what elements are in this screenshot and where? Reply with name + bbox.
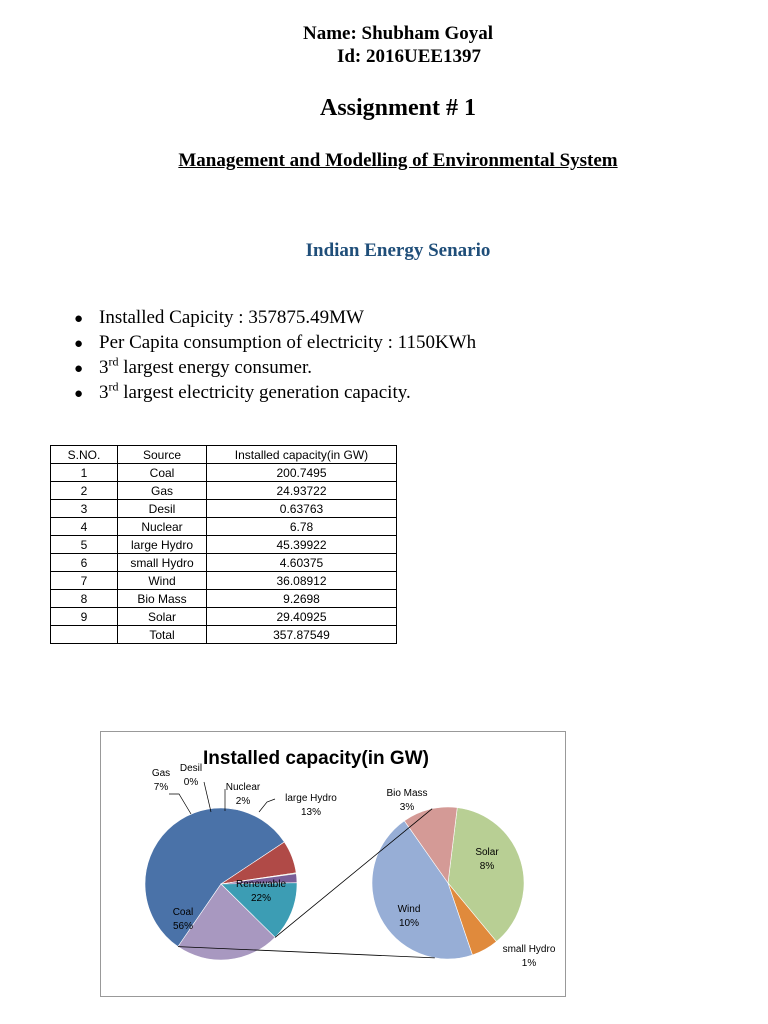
cell-capacity: 9.2698 xyxy=(207,590,397,608)
list-item xyxy=(74,331,634,356)
cell-source: small Hydro xyxy=(118,554,207,572)
header-capacity: Installed capacity(in GW) xyxy=(207,446,397,464)
cell-source: Total xyxy=(118,626,207,644)
cell-sno: 8 xyxy=(51,590,118,608)
slice-label-coal: Coal 56% xyxy=(172,907,194,932)
header-source: Source xyxy=(118,446,207,464)
table-row xyxy=(51,482,397,500)
table-row xyxy=(51,500,397,518)
cell-sno: 3 xyxy=(51,500,118,518)
table-row xyxy=(51,608,397,626)
cell-capacity: 4.60375 xyxy=(207,554,397,572)
table-row xyxy=(51,590,397,608)
bullet-list xyxy=(74,306,634,406)
leader-line-desil xyxy=(204,782,211,812)
table-body xyxy=(51,464,397,644)
bullet-text: largest energy consumer. xyxy=(118,357,312,378)
cell-capacity: 6.78 xyxy=(207,518,397,536)
list-item xyxy=(74,356,634,381)
slice-label-large-hydro: large Hydro 13% xyxy=(285,793,337,818)
cell-capacity: 36.08912 xyxy=(207,572,397,590)
list-item xyxy=(74,381,634,406)
cell-capacity: 200.7495 xyxy=(207,464,397,482)
leader-line-gas xyxy=(169,794,191,814)
table-row xyxy=(51,554,397,572)
cell-source: Coal xyxy=(118,464,207,482)
course-title: Management and Modelling of Environmental System xyxy=(178,150,618,171)
bullet-superscript: rd xyxy=(108,354,119,369)
cell-capacity: 45.39922 xyxy=(207,536,397,554)
cell-capacity: 29.40925 xyxy=(207,608,397,626)
header-sno: S.NO. xyxy=(51,446,118,464)
table-row xyxy=(51,536,397,554)
bullet-text: Per Capita consumption of electricity : 1150KWh xyxy=(99,332,477,353)
bullet-superscript: rd xyxy=(108,379,119,394)
slice-label-bio-mass: Bio Mass 3% xyxy=(386,788,428,813)
slice-label-renewable: Renewable 22% xyxy=(235,879,287,904)
cell-source: Solar xyxy=(118,608,207,626)
cell-sno: 7 xyxy=(51,572,118,590)
cell-capacity: 24.93722 xyxy=(207,482,397,500)
cell-source: large Hydro xyxy=(118,536,207,554)
bullet-text-wrap xyxy=(99,356,312,380)
student-id-text: Id: 2016UEE1397 xyxy=(336,46,482,67)
cell-sno: 1 xyxy=(51,464,118,482)
bullet-text: largest electricity generation capacity. xyxy=(118,382,411,403)
slice-label-wind: Wind 10% xyxy=(397,904,421,929)
cell-capacity: 0.63763 xyxy=(207,500,397,518)
bullet-icon: ● xyxy=(74,386,84,402)
chart-canvas xyxy=(101,732,565,996)
cell-sno: 2 xyxy=(51,482,118,500)
table-header-row xyxy=(51,446,397,464)
cell-sno: 9 xyxy=(51,608,118,626)
cell-sno xyxy=(51,626,118,644)
cell-capacity: 357.87549 xyxy=(207,626,397,644)
slice-label-small-hydro: small Hydro 1% xyxy=(502,944,556,969)
cell-source: Desil xyxy=(118,500,207,518)
slice-label-solar: Solar 8% xyxy=(475,847,499,872)
cell-source: Bio Mass xyxy=(118,590,207,608)
section-heading: Indian Energy Senario xyxy=(305,240,491,261)
cell-source: Nuclear xyxy=(118,518,207,536)
cell-source: Gas xyxy=(118,482,207,500)
bullet-prefix: 3 xyxy=(99,382,109,403)
student-id xyxy=(0,46,768,68)
bullet-text: Installed Capicity : 357875.49MW xyxy=(99,307,364,328)
bullet-icon: ● xyxy=(74,336,84,352)
chart-title: Installed capacity(in GW) xyxy=(203,748,429,769)
student-name: Name: Shubham Goyal xyxy=(302,23,494,44)
table-row xyxy=(51,572,397,590)
bullet-icon: ● xyxy=(74,361,84,377)
bullet-icon: ● xyxy=(74,311,84,327)
table-row xyxy=(51,518,397,536)
table-row xyxy=(51,464,397,482)
pie-of-pie-chart xyxy=(100,731,566,997)
list-item xyxy=(74,306,634,331)
table-row xyxy=(51,626,397,644)
cell-sno: 6 xyxy=(51,554,118,572)
bullet-text-wrap xyxy=(99,381,411,405)
slice-label-nuclear: Nuclear 2% xyxy=(225,782,261,807)
bullet-prefix: 3 xyxy=(99,357,109,378)
cell-sno: 4 xyxy=(51,518,118,536)
cell-source: Wind xyxy=(118,572,207,590)
assignment-title: Assignment # 1 xyxy=(319,95,476,121)
leader-line-large-hydro xyxy=(259,799,275,812)
slice-label-desil: Desil 0% xyxy=(179,763,203,788)
slice-label-gas: Gas 7% xyxy=(151,768,171,793)
cell-sno: 5 xyxy=(51,536,118,554)
capacity-table xyxy=(50,445,397,644)
